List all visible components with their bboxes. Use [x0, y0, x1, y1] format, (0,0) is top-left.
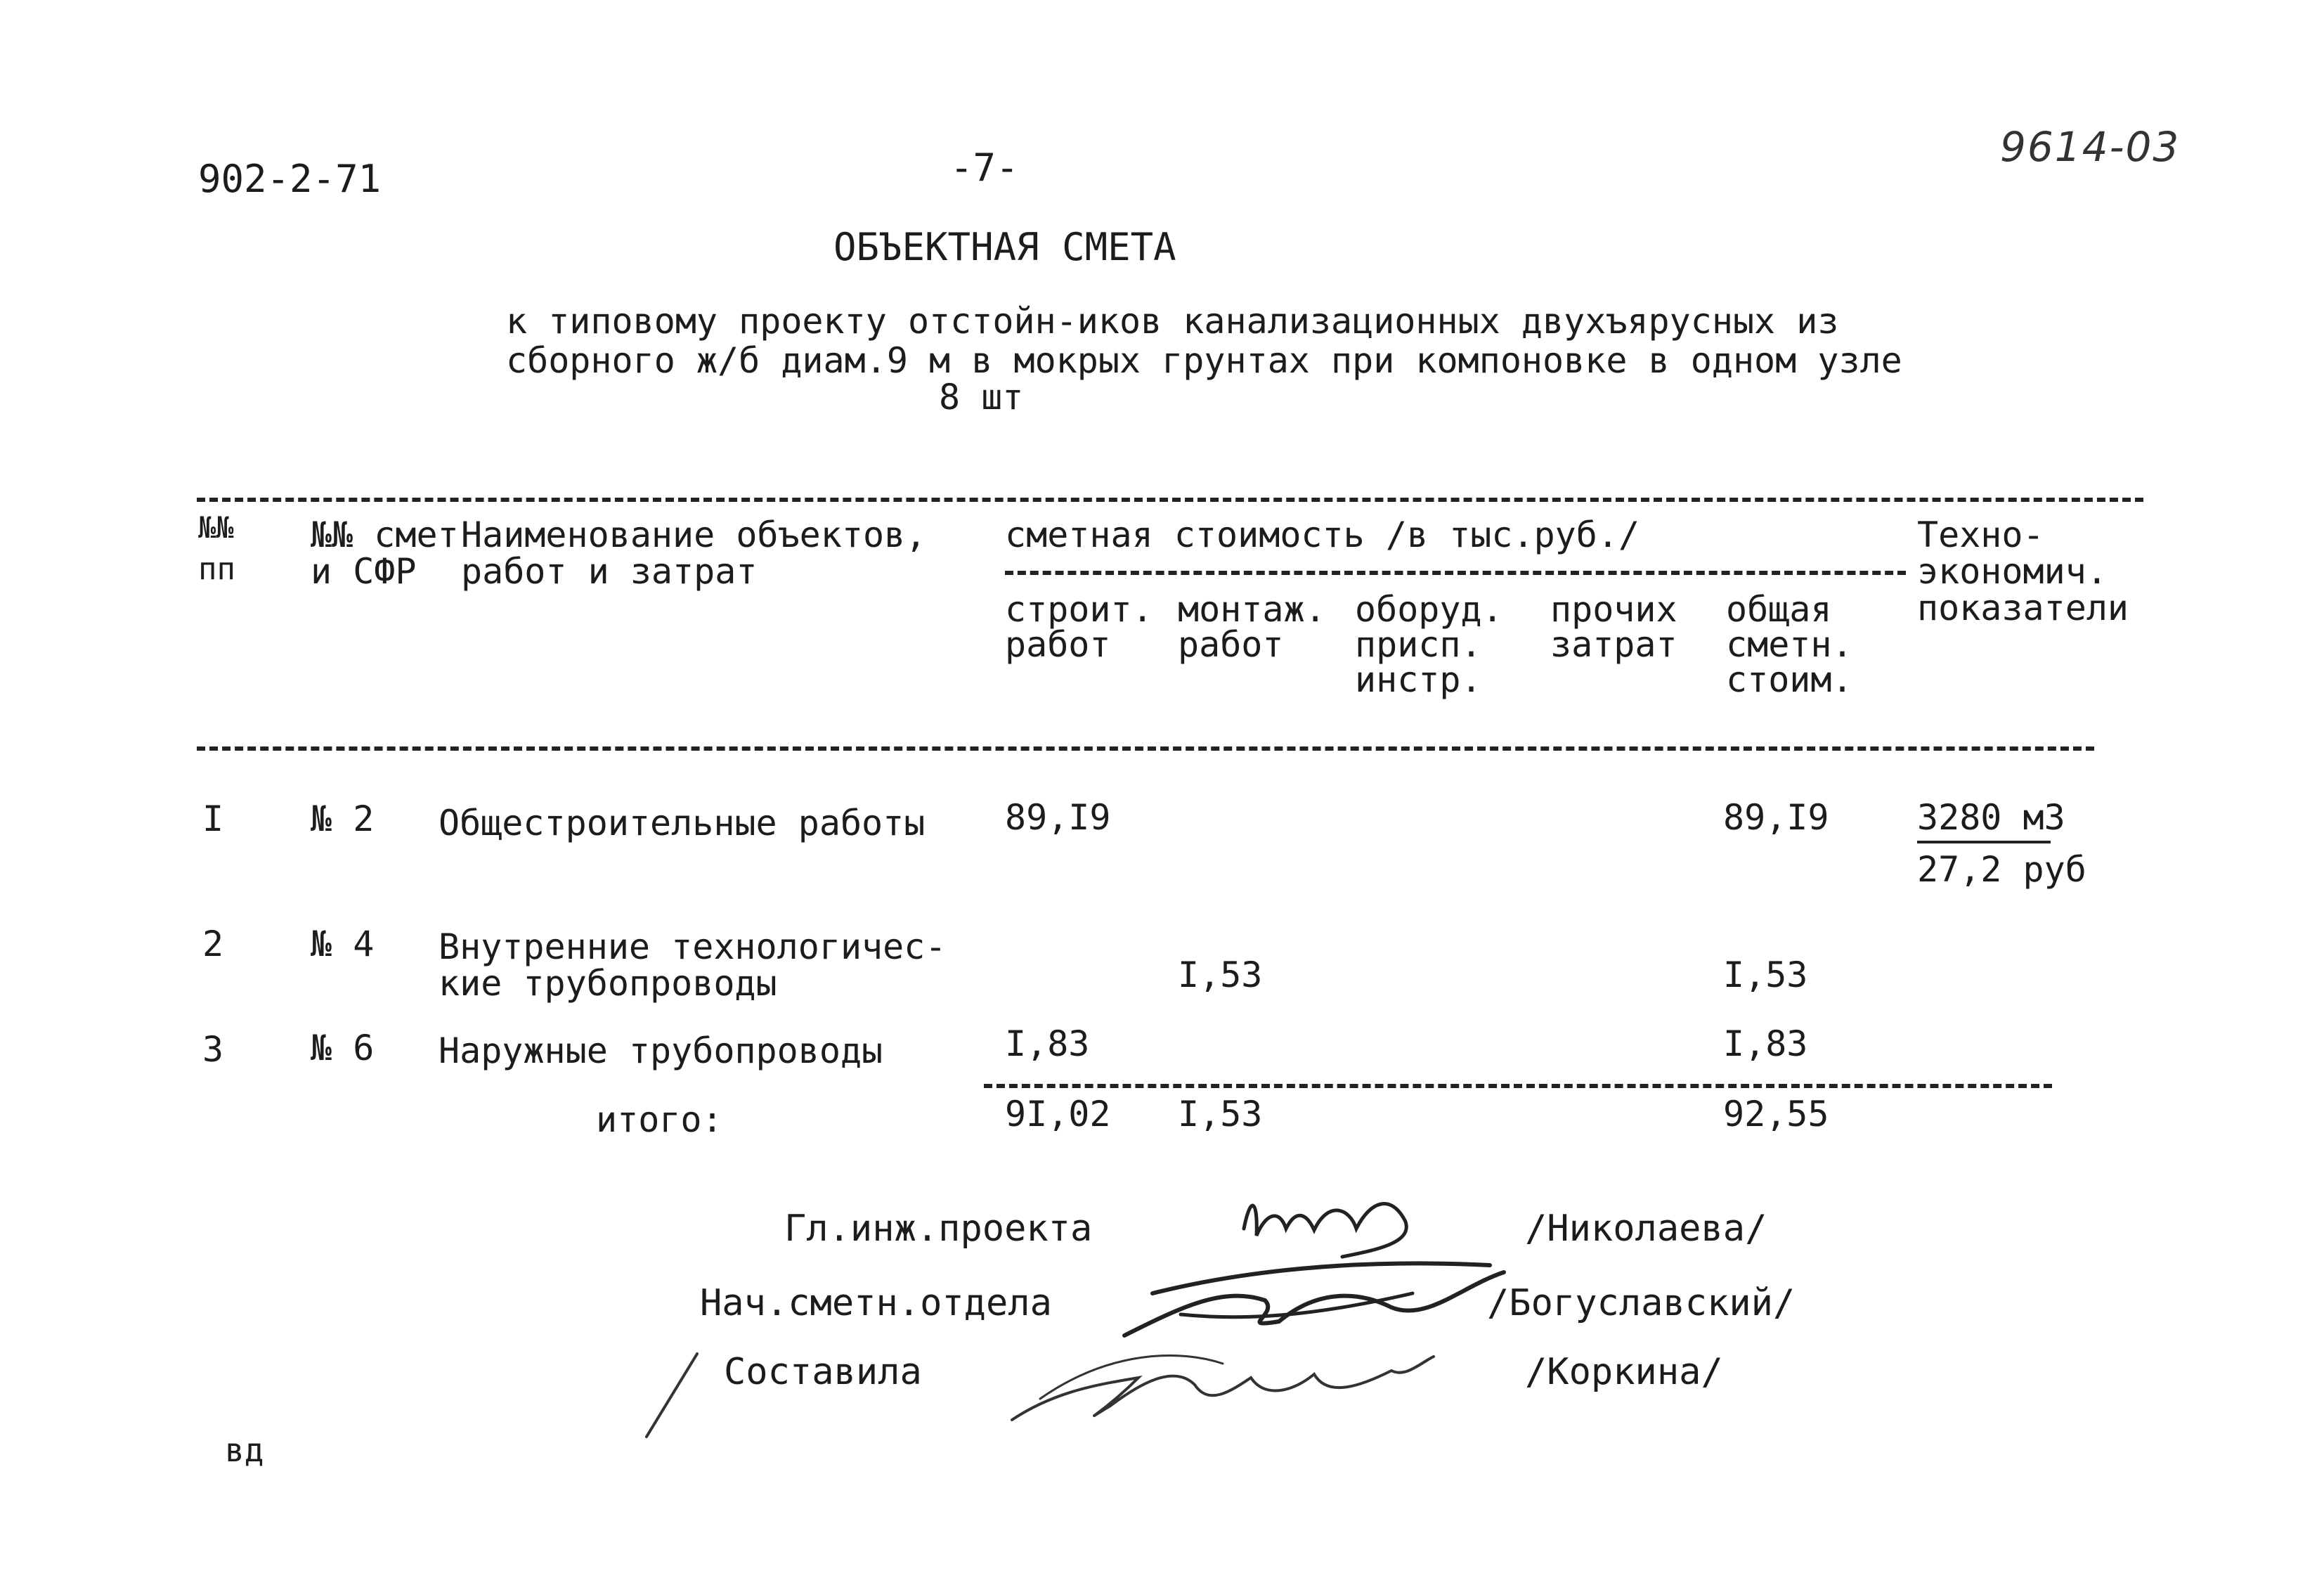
signature-name-estimate-head: /Богуславский/	[1487, 1282, 1796, 1324]
summary-total: 92,55	[1723, 1094, 1829, 1134]
signature-role-chief-engineer: Гл.инж.проекта	[784, 1208, 1093, 1250]
col-equipment-label-1: оборуд.	[1355, 589, 1503, 630]
cost-group-label: сметная стоимость /в тыс.руб./	[1005, 515, 1640, 555]
row-1-indicator-volume: 3280 м3	[1917, 797, 2065, 838]
col-estimate-label-2: и СФР	[311, 551, 417, 592]
document-title: ОБЪЕКТНАЯ СМЕТА	[833, 225, 1176, 269]
col-num-label-1: №№	[198, 510, 234, 545]
inventory-number: 9614-03	[2000, 123, 2181, 171]
row-3-name: Наружные трубопроводы	[439, 1030, 883, 1071]
col-construction-label-1: строит.	[1005, 589, 1153, 630]
col-total-label-1: общая	[1726, 589, 1832, 630]
col-total-label-2: сметн.	[1726, 624, 1853, 665]
summary-construction: 9I,02	[1005, 1094, 1111, 1134]
row-1-num: I	[202, 798, 224, 839]
signature-name-compiler: /Коркина/	[1525, 1351, 1723, 1393]
signature-scribble-estimate-head	[1096, 1244, 1518, 1350]
indicator-underline	[1917, 841, 2051, 843]
header-bottom-rule	[197, 746, 2094, 751]
col-name-label-2: работ и затрат	[461, 551, 758, 592]
row-2-name-line-1: Внутренние технологичес-	[439, 926, 947, 967]
header-top-rule	[197, 498, 2143, 502]
col-estimate-label-1: №№ смет	[311, 515, 459, 555]
col-other-label-2: затрат	[1550, 624, 1677, 665]
col-equipment-label-3: инстр.	[1355, 659, 1482, 700]
signature-scribble-compiler	[998, 1336, 1448, 1434]
row-1-estimate: № 2	[311, 798, 375, 839]
row-1-name: Общестроительные работы	[439, 803, 926, 843]
col-name-label-1: Наименование объектов,	[461, 515, 927, 555]
row-2-total: I,53	[1723, 955, 1808, 995]
col-installation-label-2: работ	[1178, 624, 1284, 665]
signature-role-estimate-head: Нач.сметн.отдела	[700, 1282, 1052, 1324]
row-3-num: 3	[202, 1029, 224, 1070]
col-other-label-1: прочих	[1550, 589, 1677, 630]
col-indicators-label-3: показатели	[1917, 588, 2129, 628]
col-indicators-label-2: экономич.	[1917, 551, 2108, 592]
summary-label: итого:	[596, 1099, 723, 1140]
col-indicators-label-1: Техно-	[1917, 515, 2044, 555]
row-2-name-line-2: кие трубопроводы	[439, 963, 777, 1004]
document-code: 902-2-71	[198, 157, 382, 201]
cost-group-rule	[1005, 571, 1906, 575]
col-construction-label-2: работ	[1005, 624, 1111, 665]
row-3-total: I,83	[1723, 1023, 1808, 1064]
subtitle-line-1: к типовому проекту отстойн-иков канализационных двухъярусных из	[506, 301, 1839, 342]
page-number: -7-	[950, 145, 1019, 190]
row-2-num: 2	[202, 924, 224, 964]
row-1-total: 89,I9	[1723, 797, 1829, 838]
compiler-slash-mark	[641, 1350, 704, 1441]
col-total-label-3: стоим.	[1726, 659, 1853, 700]
signature-role-compiler: Составила	[724, 1351, 922, 1393]
row-2-estimate: № 4	[311, 924, 375, 964]
footer-mark: вд	[225, 1431, 264, 1469]
col-installation-label-1: монтаж.	[1178, 589, 1326, 630]
row-1-construction: 89,I9	[1005, 797, 1111, 838]
col-num-label-2: пп	[198, 551, 235, 587]
col-equipment-label-2: присп.	[1355, 624, 1482, 665]
signature-name-chief-engineer: /Николаева/	[1525, 1208, 1767, 1250]
summary-installation: I,53	[1178, 1094, 1263, 1134]
subtitle-line-2: сборного ж/б диам.9 м в мокрых грунтах при компоновке в одном узле	[506, 340, 1902, 381]
row-2-installation: I,53	[1178, 955, 1263, 995]
row-3-construction: I,83	[1005, 1023, 1090, 1064]
summary-rule	[984, 1084, 2052, 1088]
row-3-estimate: № 6	[311, 1028, 375, 1068]
row-1-indicator-cost: 27,2 руб	[1917, 849, 2086, 890]
subtitle-line-3: 8 шт	[939, 377, 1024, 418]
